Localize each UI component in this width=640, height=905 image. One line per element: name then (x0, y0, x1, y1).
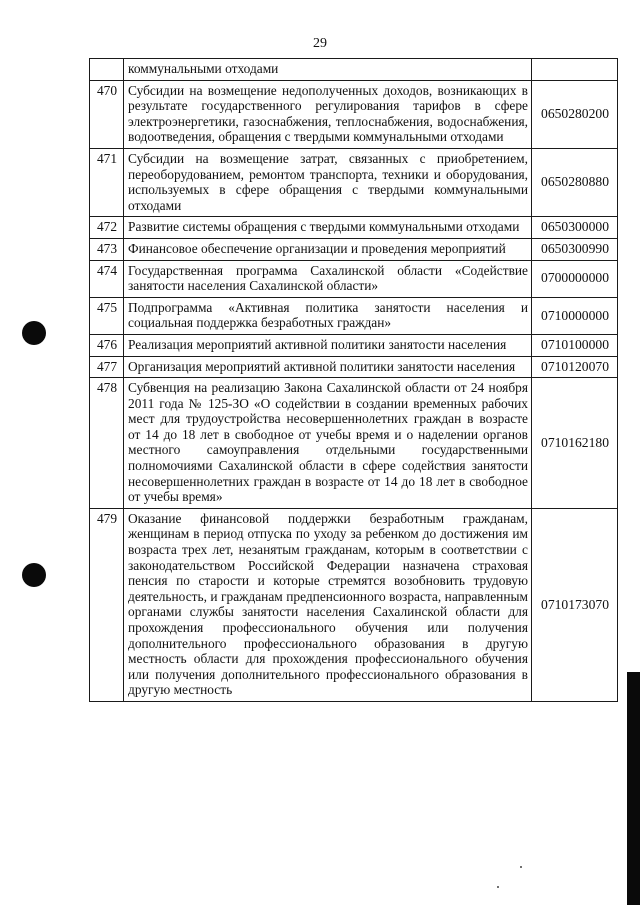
row-number: 477 (90, 356, 124, 378)
row-description: Реализация мероприятий активной политики занятости населения (124, 334, 532, 356)
table-row (90, 260, 618, 297)
table-row (90, 297, 618, 334)
row-description: Развитие системы обращения с твердыми коммунальными отходами (124, 217, 532, 239)
row-description: Оказание финансовой поддержки безработным гражданам, женщинам в период отпуска по уходу за ребенком до достижения им возраста трех лет, незанятым гражданам, которым в соответствии с законодательством Российской Федерации назначена страховая пенсия по старости и которые стремятся возобновить трудовую деятельность, и гражданам предпенсионного возраста, направленным органами службы занятости населения Сахалинской области для прохождения профессионального обучения или получения дополнительного профессионального образования в другую местность области для прохождения профессионального обучения или получения дополнительного профессионального образования в другую местность (124, 508, 532, 701)
row-code: 0710120070 (532, 356, 618, 378)
row-code: 0710162180 (532, 378, 618, 509)
row-code: 0650300000 (532, 217, 618, 239)
row-description: Организация мероприятий активной политики занятости населения (124, 356, 532, 378)
row-description: Субсидии на возмещение затрат, связанных с приобретением, переоборудованием, ремонтом транспорта, техники и оборудования, используемых в сфере обращения с твердыми коммунальными отходами (124, 148, 532, 216)
table-row (90, 238, 618, 260)
row-code: 0700000000 (532, 260, 618, 297)
row-number (90, 59, 124, 81)
row-number: 472 (90, 217, 124, 239)
table-row (90, 59, 618, 81)
table-row (90, 334, 618, 356)
table-row (90, 378, 618, 509)
row-code: 0650280200 (532, 80, 618, 148)
scan-edge-shadow (627, 672, 640, 905)
row-description: Субсидии на возмещение недополученных доходов, возникающих в результате государственного регулирования тарифов в сфере электроэнергетики, газоснабжения, теплоснабжения, водоснабжения, водоотведения, обращения с твердыми коммунальными отходами (124, 80, 532, 148)
row-code: 0710000000 (532, 297, 618, 334)
row-code: 0650280880 (532, 148, 618, 216)
row-description: Субвенция на реализацию Закона Сахалинской области от 24 ноября 2011 года № 125-ЗО «О содействии в создании временных рабочих мест для трудоустройства несовершеннолетних граждан в возрасте от 14 до 18 лет в свободное от учебы время и о наделении органов местного самоуправления отдельными государственными полномочиями Сахалинской области в сфере содействия занятости несовершеннолетних граждан в возрасте от 14 до 18 лет в свободное от учебы время» (124, 378, 532, 509)
row-number: 476 (90, 334, 124, 356)
table-row (90, 217, 618, 239)
row-number: 478 (90, 378, 124, 509)
table-row (90, 356, 618, 378)
row-description: коммунальными отходами (124, 59, 532, 81)
punch-hole (22, 563, 46, 587)
row-number: 470 (90, 80, 124, 148)
scan-speck (520, 866, 522, 868)
row-code: 0710173070 (532, 508, 618, 701)
punch-hole (22, 321, 46, 345)
row-number: 471 (90, 148, 124, 216)
table-row (90, 148, 618, 216)
page-number: 29 (313, 36, 327, 51)
row-code: 0650300990 (532, 238, 618, 260)
scan-speck (497, 886, 499, 888)
row-number: 473 (90, 238, 124, 260)
row-number: 475 (90, 297, 124, 334)
row-description: Подпрограмма «Активная политика занятости населения и социальная поддержка безработных граждан» (124, 297, 532, 334)
row-number: 479 (90, 508, 124, 701)
row-description: Государственная программа Сахалинской области «Содействие занятости населения Сахалинской области» (124, 260, 532, 297)
table-row (90, 508, 618, 701)
row-code: 0710100000 (532, 334, 618, 356)
row-code (532, 59, 618, 81)
budget-classification-table (89, 58, 618, 702)
row-number: 474 (90, 260, 124, 297)
row-description: Финансовое обеспечение организации и проведения мероприятий (124, 238, 532, 260)
table-row (90, 80, 618, 148)
